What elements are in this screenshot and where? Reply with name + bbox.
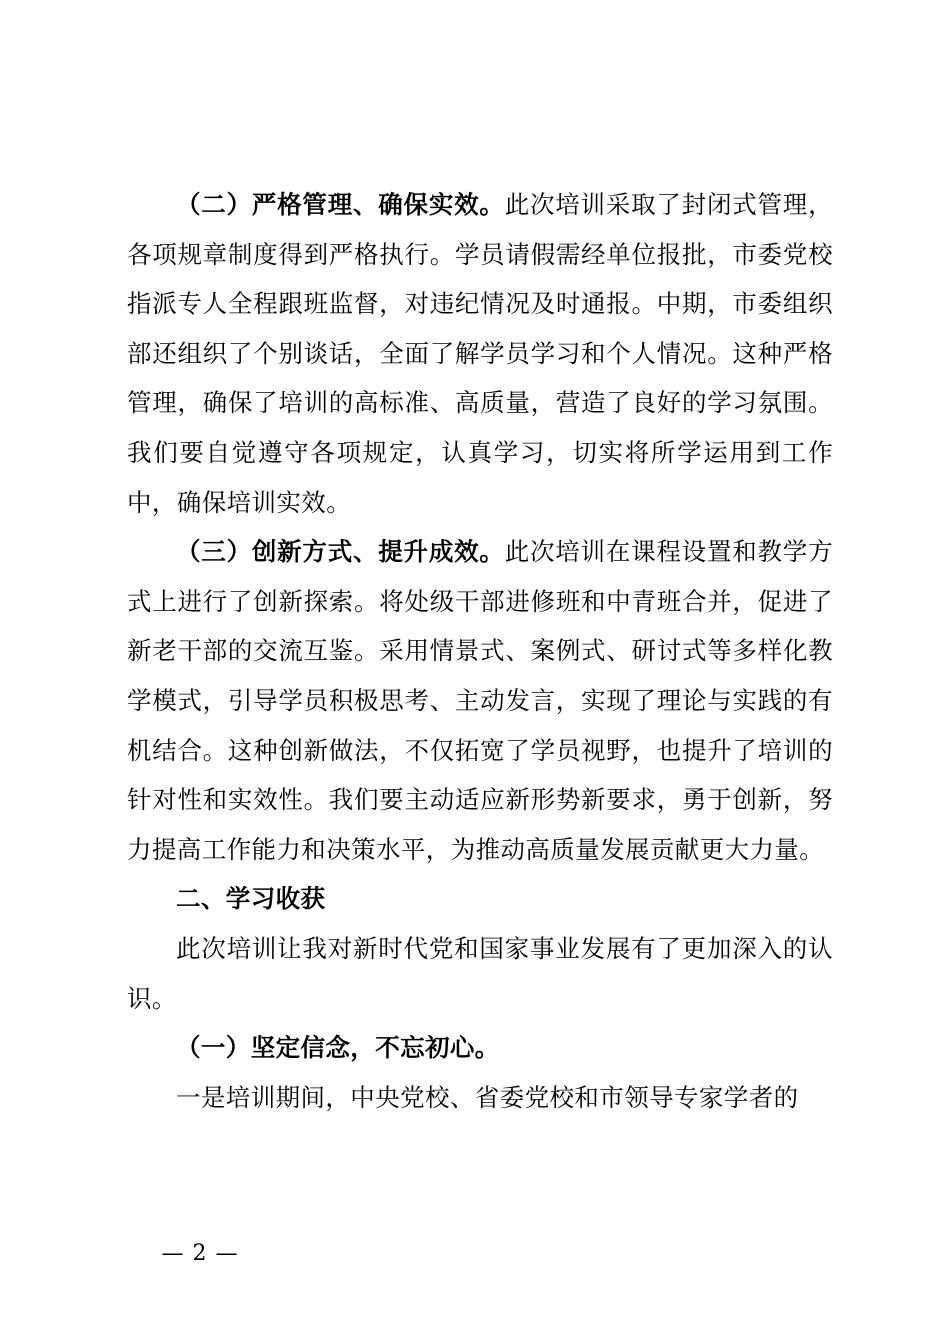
section-heading: 二、学习收获 [176, 884, 326, 914]
paragraph-lead: （二）严格管理、确保实效。 [176, 190, 505, 219]
document-body [127, 180, 833, 1122]
section-intro: 此次培训让我对新时代党和国家事业发展有了更加深入的认识。 [127, 933, 833, 1013]
subsection-heading: （一）坚定信念，不忘初心。 [176, 1033, 500, 1063]
paragraph-text: 此次培训采取了封闭式管理，各项规章制度得到严格执行。学员请假需经单位报批，市委党校指派专人全程跟班监督，对违纪情况及时通报。中期，市委组织部还组织了个别谈话，全面了解学员学习和个人情况。这种严格管理，确保了培训的高标准、高质量，营造了良好的学习氛围。我们要自觉遵守各项规定，认真学习，切实将所学运用到工作中，确保培训实效。 [127, 190, 833, 517]
paragraph-innovation [127, 527, 833, 874]
page-number: — 2 — [161, 1241, 239, 1266]
paragraph-continued: 一是培训期间，中央党校、省委党校和市领导专家学者的 [176, 1082, 799, 1112]
paragraph-strict-management [127, 180, 833, 527]
paragraph-lead: （三）创新方式、提升成效。 [176, 537, 505, 567]
paragraph-text: 此次培训在课程设置和教学方式上进行了创新探索。将处级干部进修班和中青班合并，促进了新老干部的交流互鉴。采用情景式、案例式、研讨式等多样化教学模式，引导学员积极思考、主动发言，实现了理论与实践的有机结合。这种创新做法，不仅拓宽了学员视野，也提升了培训的针对性和实效性。我们要主动适应新形势新要求，勇于创新，努力提高工作能力和决策水平，为推动高质量发展贡献更大力量。 [127, 537, 833, 864]
